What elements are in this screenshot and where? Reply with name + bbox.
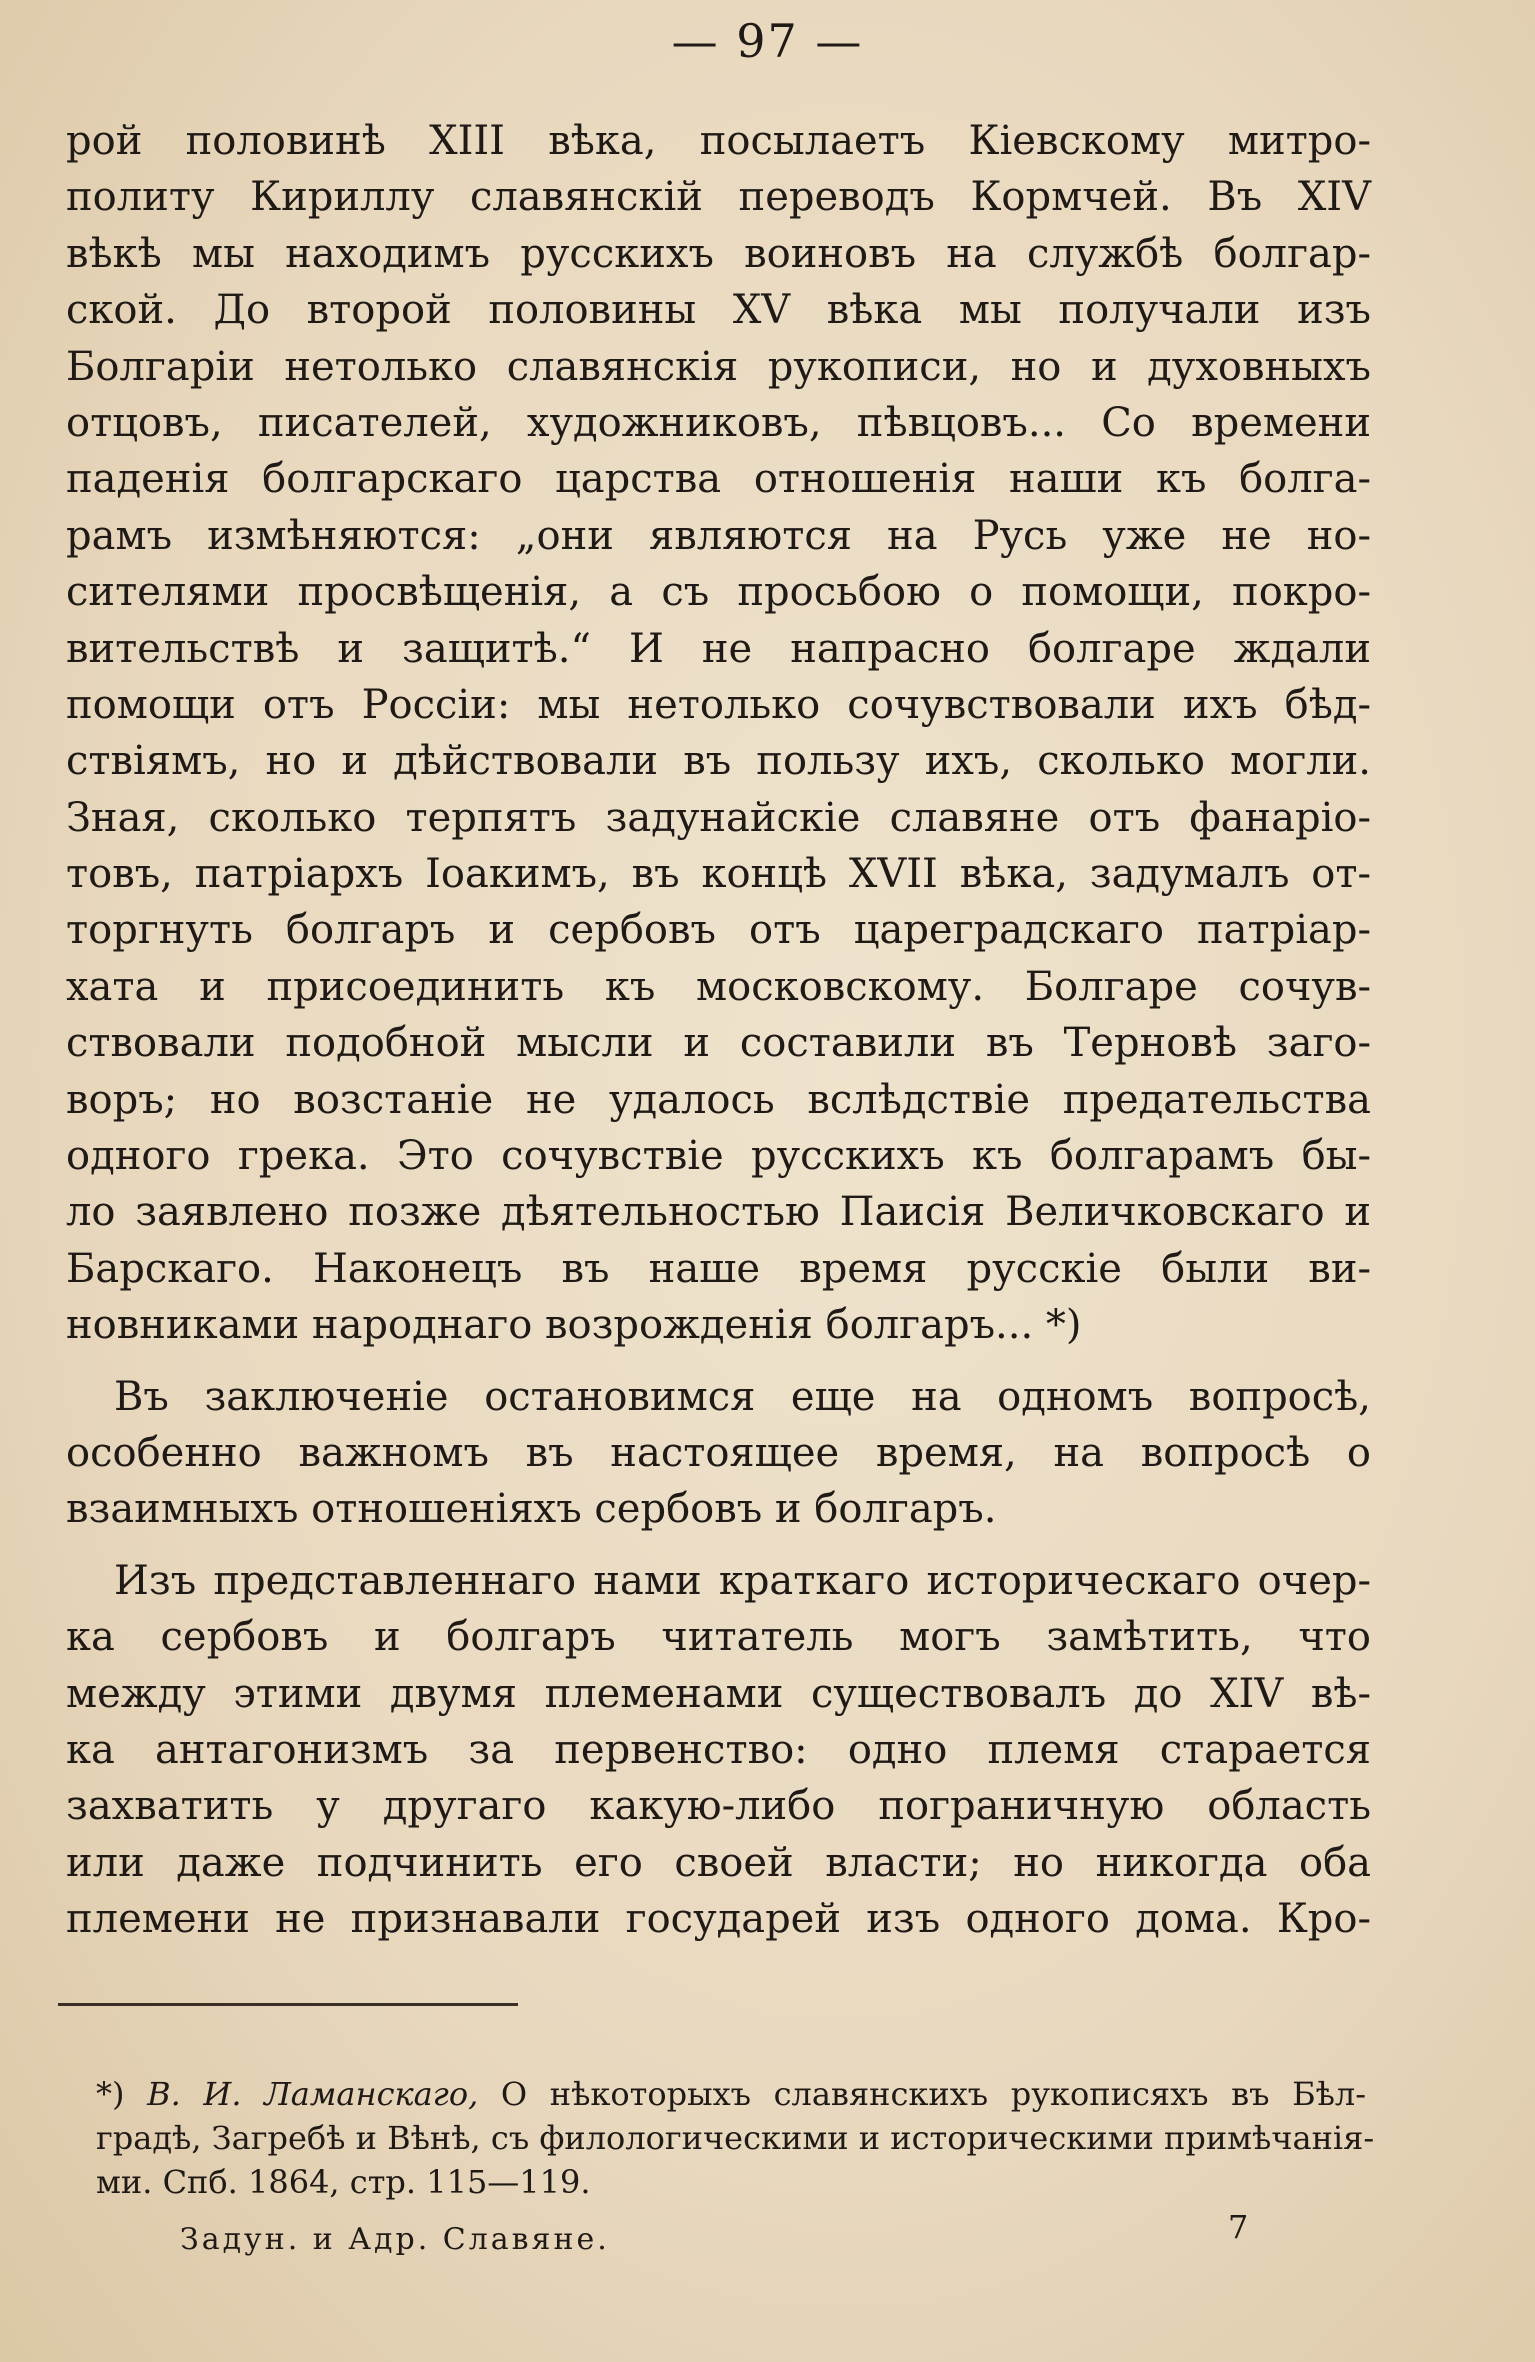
text-line: взаимныхъ отношеніяхъ сербовъ и болгаръ.	[66, 1486, 997, 1533]
text-line: или даже подчинить его своей власти; но никогда оба	[66, 1839, 1371, 1886]
text-line: товъ, патріархъ Іоакимъ, въ концѣ XVII вѣка, задумалъ от-	[66, 851, 1371, 898]
footnote-line-2: градѣ, Загребѣ и Вѣнѣ, съ филологическими и историческими примѣчанія-	[96, 2119, 1375, 2157]
text-line: помощи отъ Россіи: мы нетолько сочувствовали ихъ бѣд-	[66, 681, 1371, 728]
text-line: ка антагонизмъ за первенство: одно племя старается	[66, 1726, 1371, 1773]
sheet-number: 7	[1228, 2208, 1249, 2246]
text-line: особенно важномъ въ настоящее время, на вопросѣ о	[66, 1429, 1371, 1476]
text-line: паденія болгарскаго царства отношенія наши къ болга-	[66, 456, 1371, 503]
text-line: Въ заключеніе остановимся еще на одномъ вопросѣ,	[114, 1373, 1371, 1420]
text-line: Барскаго. Наконецъ въ наше время русскіе были ви-	[66, 1245, 1371, 1292]
text-line: ствіямъ, но и дѣйствовали въ пользу ихъ, сколько могли.	[66, 738, 1371, 785]
text-line: новниками народнаго возрожденія болгаръ... *)	[66, 1302, 1082, 1349]
text-line: Зная, сколько терпятъ задунайскіе славяне отъ фанаріо-	[66, 794, 1371, 841]
text-line: одного грека. Это сочувствіе русскихъ къ болгарамъ бы-	[66, 1133, 1371, 1180]
footnote-divider	[58, 2003, 518, 2006]
text-line: ствовали подобной мысли и составили въ Терновѣ заго-	[66, 1020, 1371, 1067]
text-line: Болгаріи нетолько славянскія рукописи, но и духовныхъ	[66, 343, 1371, 390]
footnote-author: В. И. Ламанскаго,	[147, 2075, 479, 2113]
text-line: вѣкѣ мы находимъ русскихъ воиновъ на службѣ болгар-	[66, 230, 1371, 277]
text-line: рамъ измѣняются: „они являются на Русь уже не но-	[66, 512, 1371, 559]
text-line: вительствѣ и защитѣ.“ И не напрасно болгаре ждали	[66, 625, 1371, 672]
text-line: между этими двумя племенами существовалъ до XIV вѣ-	[66, 1670, 1371, 1717]
page-number: — 97 —	[671, 14, 864, 68]
text-line: хата и присоединить къ московскому. Болгаре сочув-	[66, 963, 1371, 1010]
text-line: воръ; но возстаніе не удалось вслѣдствіе предательства	[66, 1076, 1371, 1123]
text-line: торгнуть болгаръ и сербовъ отъ цареградскаго патріар-	[66, 907, 1371, 954]
text-line: племени не признавали государей изъ одного дома. Кро-	[66, 1896, 1371, 1943]
printer-signature: Задун. и Адр. Славяне.	[180, 2222, 610, 2257]
footnote-line-3: ми. Спб. 1864, стр. 115—119.	[96, 2163, 591, 2201]
footnote-marker: *)	[96, 2075, 125, 2113]
text-line: политу Кириллу славянскій переводъ Кормчей. Въ XIV	[66, 174, 1371, 221]
text-line: ской. До второй половины XV вѣка мы получали изъ	[66, 287, 1371, 334]
footnote	[96, 2072, 1375, 2204]
main-text	[66, 113, 1371, 1948]
text-line: ло заявлено позже дѣятельностью Паисія Величковскаго и	[66, 1189, 1371, 1236]
text-line: захватить у другаго какую-либо пограничную область	[66, 1783, 1371, 1830]
text-line: отцовъ, писателей, художниковъ, пѣвцовъ... Со времени	[66, 399, 1371, 446]
text-line: сителями просвѣщенія, а съ просьбою о помощи, покро-	[66, 569, 1371, 616]
text-line: рой половинѣ XIII вѣка, посылаетъ Кіевскому митро-	[66, 118, 1371, 164]
text-line: ка сербовъ и болгаръ читатель могъ замѣтить, что	[66, 1614, 1371, 1661]
text-line: Изъ представленнаго нами краткаго историческаго очер-	[114, 1557, 1371, 1604]
footnote-title: О нѣкоторыхъ славянскихъ рукописяхъ въ Бѣл-	[500, 2075, 1367, 2113]
footnote-line-1	[96, 2072, 1366, 2116]
